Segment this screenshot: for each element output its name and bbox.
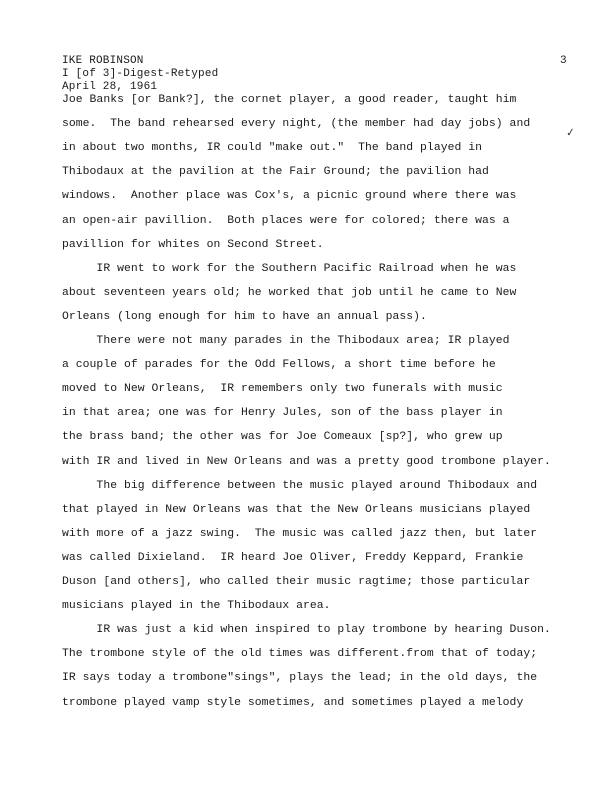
transcript-line: Thibodaux at the pavilion at the Fair Ground; the pavilion had	[62, 166, 489, 179]
transcript-line: IR was just a kid when inspired to play trombone by hearing Duson.	[62, 624, 551, 637]
reel-info: I [of 3]-Digest-Retyped	[62, 68, 219, 80]
transcript-line: pavillion for whites on Second Street.	[62, 238, 324, 251]
transcript-line: in that area; one was for Henry Jules, son of the bass player in	[62, 407, 503, 420]
page-number: 3	[560, 55, 567, 67]
transcript-line: was called Dixieland. IR heard Joe Oliver, Freddy Keppard, Frankie	[62, 551, 524, 564]
interview-date: April 28, 1961	[62, 81, 158, 93]
transcript-line: The trombone style of the old times was different.from that of today;	[62, 648, 538, 661]
interviewee-name: IKE ROBINSON	[62, 55, 144, 67]
transcript-line: in about two months, IR could "make out." The band played in	[62, 142, 483, 155]
document-header	[62, 55, 218, 94]
transcript-line: trombone played vamp style sometimes, and sometimes played a melody	[62, 696, 524, 709]
transcript-line: musicians played in the Thibodaux area.	[62, 600, 331, 613]
transcript-line: There were not many parades in the Thibodaux area; IR played	[62, 335, 510, 347]
transcript-line: Orleans (long enough for him to have an annual pass).	[62, 310, 427, 323]
transcript-line: IR says today a trombone"sings", plays the lead; in the old days, the	[62, 672, 538, 685]
transcript-line: that played in New Orleans was that the New Orleans musicians played	[62, 503, 531, 516]
transcript-line: IR went to work for the Southern Pacific Railroad when he was	[62, 262, 517, 275]
transcript-line: moved to New Orleans, IR remembers only two funerals with music	[62, 383, 503, 396]
margin-check-mark: ✓	[565, 125, 577, 140]
transcript-line: with IR and lived in New Orleans and was a pretty good trombone player.	[62, 455, 551, 468]
transcript-line: about seventeen years old; he worked that job until he came to New	[62, 286, 517, 299]
transcript-line: The big difference between the music played around Thibodaux and	[62, 479, 538, 492]
transcript-line: an open-air pavillion. Both places were for colored; there was a	[62, 214, 510, 227]
transcript-line: the brass band; the other was for Joe Comeaux [sp?], who grew up	[62, 431, 503, 444]
transcript-line: a couple of parades for the Odd Fellows, a short time before he	[62, 359, 496, 372]
transcript-line: Duson [and others], who called their music ragtime; those particular	[62, 576, 531, 588]
transcript-line: with more of a jazz swing. The music was called jazz then, but later	[62, 527, 538, 540]
transcript-line: Joe Banks [or Bank?], the cornet player, a good reader, taught him	[62, 94, 517, 106]
transcript-line: windows. Another place was Cox's, a picnic ground where there was	[62, 190, 517, 203]
transcript-line: some. The band rehearsed every night, (the member had day jobs) and	[62, 118, 531, 131]
